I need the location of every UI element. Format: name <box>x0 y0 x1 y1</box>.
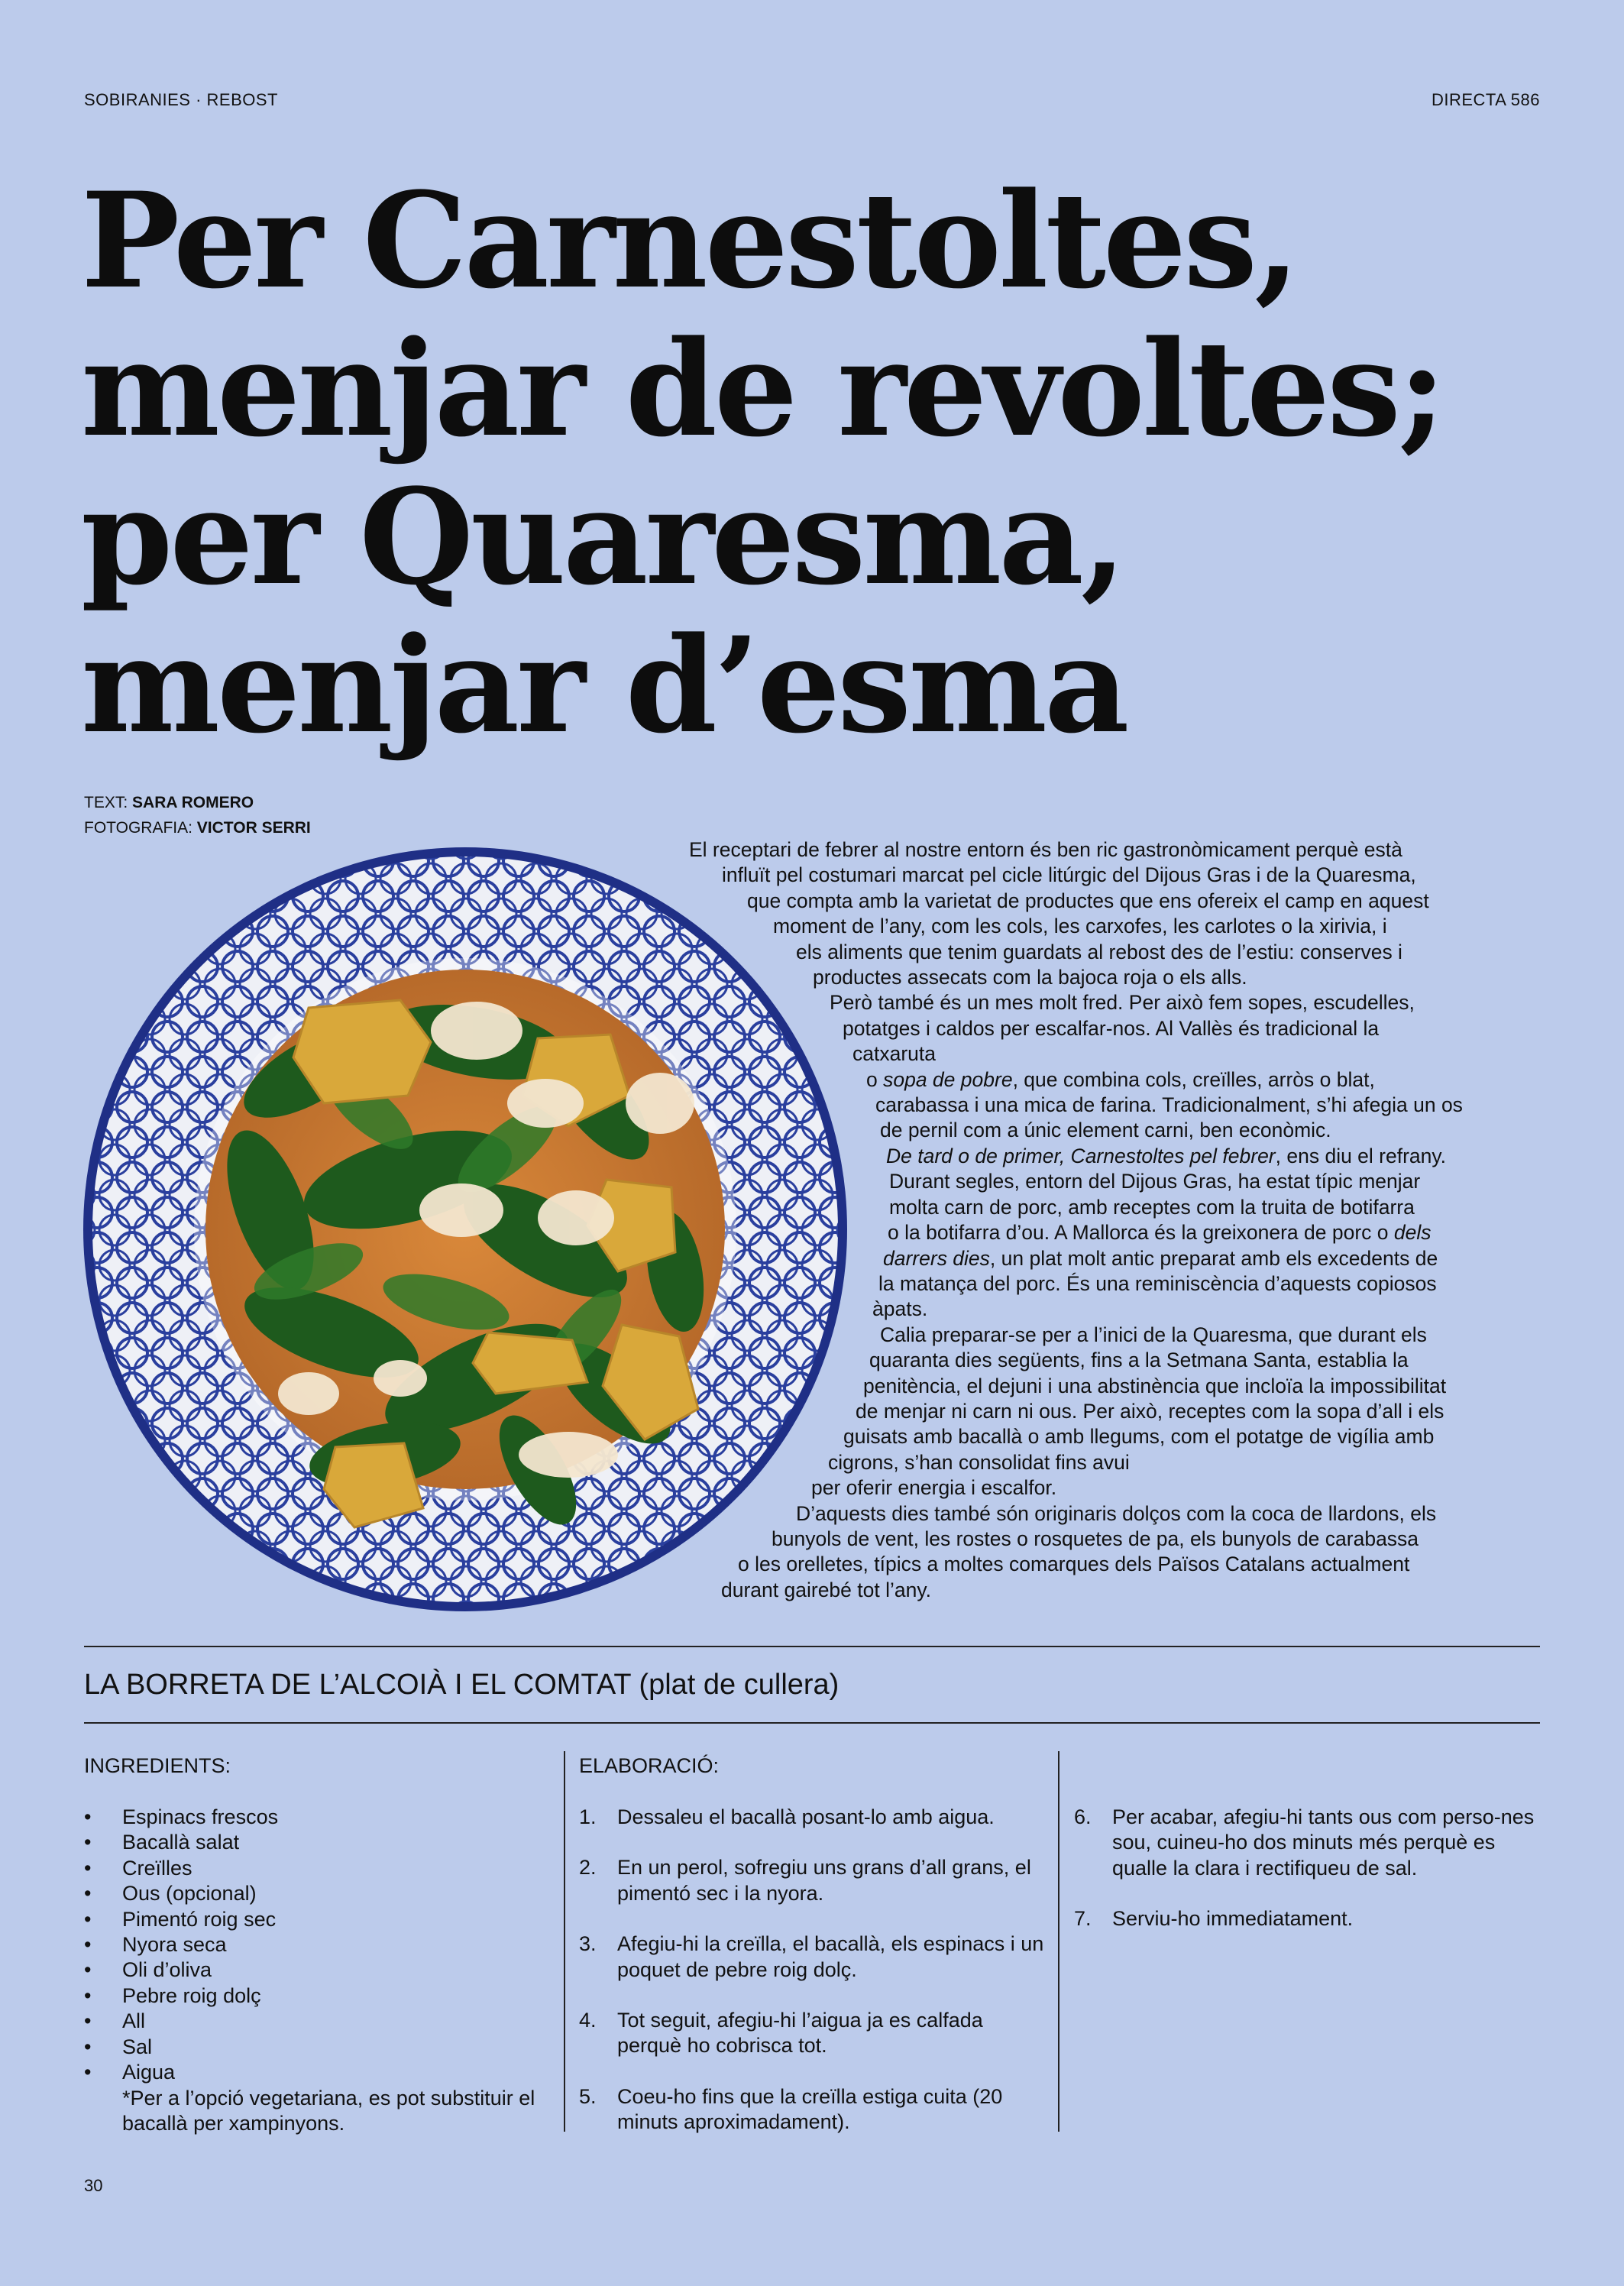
article-line <box>672 1118 1543 1143</box>
ingredient-item: • Nyora seca <box>84 1932 558 1957</box>
article-title <box>81 163 1532 763</box>
text-segment: , ens diu el refrany. <box>1275 1144 1447 1167</box>
article-line <box>672 1527 1543 1552</box>
ingredient-item: • Creïlles <box>84 1856 558 1881</box>
ingredient-item: • Ous (opcional) <box>84 1881 558 1906</box>
photographer-name: VICTOR SERRI <box>196 819 311 837</box>
text-segment: Calia preparar-se per a l’inici de la Quaresma, que durant els <box>880 1323 1427 1346</box>
article-line <box>672 1246 1543 1271</box>
article-line <box>672 1501 1543 1527</box>
ingredient-item: • Aigua <box>84 2060 558 2085</box>
article-line <box>672 863 1543 888</box>
issue-label: DIRECTA 586 <box>1431 90 1540 109</box>
italic-text: De tard o de primer, Carnestoltes pel febrer <box>886 1144 1276 1167</box>
article-line <box>672 1271 1543 1297</box>
vegetarian-note: *Per a l’opció vegetariana, es pot substituir el bacallà per xampinyons. <box>122 2087 535 2135</box>
step-text: Dessaleu el bacallà posant-lo amb aigua. <box>617 1805 995 1828</box>
article-line <box>672 990 1543 1015</box>
step-item <box>1074 1906 1548 1931</box>
text-credit <box>84 790 311 815</box>
divider <box>84 1722 1540 1724</box>
article-body <box>672 837 1543 1603</box>
article-line <box>672 1195 1543 1220</box>
step-number: 3. <box>579 1932 597 1956</box>
text-segment: Però també és un mes molt fred. Per això fem sopes, escudelles, <box>830 991 1415 1015</box>
step-number: 1. <box>579 1805 597 1828</box>
article-line <box>672 889 1543 914</box>
step-text: En un perol, sofregiu uns grans d’all grans, el pimentó sec i la nyora. <box>617 1856 1031 1905</box>
credits <box>84 790 311 840</box>
article-line <box>672 1220 1543 1245</box>
article-line <box>672 1323 1543 1348</box>
author-name: SARA ROMERO <box>132 794 254 811</box>
article-line <box>672 1016 1543 1041</box>
step-item <box>579 2084 1045 2135</box>
step-item <box>579 1805 1045 1830</box>
step-text: Per acabar, afegiu-hi tants ous com perso-nes sou, cuineu-ho dos minuts més perquè es qualle la clara i rectifiqueu de sal. <box>1112 1805 1535 1880</box>
step-number: 4. <box>579 2009 597 2032</box>
article-line <box>672 1450 1543 1475</box>
step-item <box>579 1931 1045 1983</box>
text-segment: D’aquests dies també són originaris dolços com la coca de llardons, els <box>796 1501 1437 1525</box>
article-line <box>672 965 1543 990</box>
article-line <box>672 1475 1543 1501</box>
text-segment: molta carn de porc, amb receptes com la truita de botifarra <box>889 1195 1415 1219</box>
column-divider <box>564 1751 565 2132</box>
article-line <box>672 1067 1543 1093</box>
ingredient-item: • Pebre roig dolç <box>84 1983 558 2009</box>
italic-text: dels <box>1393 1221 1432 1245</box>
text-segment: guisats amb bacallà o amb llegums, com el potatge de vigília amb <box>843 1425 1435 1449</box>
step-item <box>1074 1805 1548 1881</box>
text-segment: cigrons, s’han consolidat fins avui <box>828 1450 1130 1474</box>
step-number: 2. <box>579 1856 597 1880</box>
article-line <box>672 1093 1543 1118</box>
article-line <box>672 940 1543 965</box>
article-line <box>672 1144 1543 1169</box>
text-segment: El receptari de febrer al nostre entorn és ben ric gastronòmicament perquè està <box>689 838 1402 861</box>
article-line <box>672 1297 1543 1322</box>
ingredients-label: INGREDIENTS: <box>84 1754 231 1777</box>
ingredient-item: • Oli d’oliva <box>84 1957 558 1983</box>
text-segment: influït pel costumari marcat pel cicle litúrgic del Dijous Gras i de la Quaresma, <box>722 863 1416 887</box>
credit-label: TEXT: <box>84 794 133 811</box>
italic-text: sopa de pobre <box>883 1067 1013 1091</box>
page-number: 30 <box>84 2176 103 2195</box>
step-text: Coeu-ho fins que la creïlla estiga cuita (20 minuts aproximadament). <box>617 2084 1003 2134</box>
steps-list-2 <box>1074 1805 1548 1957</box>
text-segment: , que combina cols, creïlles, arròs o blat, <box>1012 1067 1375 1091</box>
article-line <box>672 1578 1543 1603</box>
text-segment: que compta amb la varietat de productes que ens ofereix el camp en aquest <box>747 889 1429 912</box>
ingredient-item: • Bacallà salat <box>84 1830 558 1855</box>
title-line: per Quaresma, <box>81 459 1124 614</box>
text-segment: productes assecats com la bajoca roja o els alls. <box>813 966 1247 989</box>
text-segment: moment de l’any, com les cols, les carxofes, les carlotes o la xirivia, i <box>773 915 1387 938</box>
text-segment: o les orelletes, típics a moltes comarques dels Països Catalans actualment <box>738 1553 1410 1576</box>
step-number: 5. <box>579 2084 597 2108</box>
text-segment: , un plat molt antic preparat amb els excedents de <box>989 1246 1438 1270</box>
article-line <box>672 1374 1543 1399</box>
ingredients-list <box>84 1805 558 2085</box>
column-divider <box>1058 1751 1059 2132</box>
step-item <box>579 2008 1045 2059</box>
article-line <box>672 1169 1543 1194</box>
ingredient-item: • Espinacs frescos <box>84 1805 558 1830</box>
photo-credit <box>84 815 311 840</box>
title-line: menjar de revoltes; <box>81 311 1444 466</box>
step-text: Serviu-ho immediatament. <box>1112 1907 1354 1931</box>
article-line <box>672 1399 1543 1424</box>
italic-text: darrers dies <box>883 1246 990 1270</box>
text-segment: o <box>866 1067 884 1091</box>
ingredient-item: • Sal <box>84 2035 558 2060</box>
article-line <box>672 1552 1543 1577</box>
text-segment: bunyols de vent, les rostes o rosquetes de pa, els bunyols de carabassa <box>772 1527 1419 1550</box>
text-segment: la matança del porc. És una reminiscència d’aquests copiosos <box>878 1271 1437 1295</box>
text-segment: els aliments que tenim guardats al rebost des de l’estiu: conserves i <box>796 940 1402 963</box>
text-segment: durant gairebé tot l’any. <box>721 1578 931 1601</box>
text-segment: quaranta dies següents, fins a la Setmana Santa, establia la <box>869 1349 1409 1372</box>
text-segment: àpats. <box>872 1297 928 1321</box>
text-segment: carabassa i una mica de farina. Tradicionalment, s’hi afegia un os <box>875 1093 1463 1117</box>
step-number: 7. <box>1074 1907 1092 1931</box>
divider <box>84 1646 1540 1647</box>
step-item <box>579 1855 1045 1906</box>
ingredient-item: • Pimentó roig sec <box>84 1907 558 1932</box>
article-line <box>672 914 1543 939</box>
text-segment: de menjar ni carn ni ous. Per això, receptes com la sopa d’all i els <box>856 1399 1444 1423</box>
elaboration-label: ELABORACIÓ: <box>579 1754 720 1777</box>
text-segment: penitència, el dejuni i una abstinència que incloïa la impossibilitat <box>863 1374 1447 1397</box>
step-text: Tot seguit, afegiu-hi l’aigua ja es calfada perquè ho cobrisca tot. <box>617 2009 983 2058</box>
text-segment: catxaruta <box>852 1042 937 1066</box>
recipe-title: LA BORRETA DE L’ALCOIÀ I EL COMTAT (plat de cullera) <box>84 1669 839 1701</box>
step-text: Afegiu-hi la creïlla, el bacallà, els espinacs i un poquet de pebre roig dolç. <box>617 1932 1044 1981</box>
text-segment: per oferir energia i escalfor. <box>811 1476 1057 1500</box>
text-segment: potatges i caldos per escalfar-nos. Al Vallès és tradicional la <box>843 1016 1380 1040</box>
text-segment: Durant segles, entorn del Dijous Gras, ha estat típic menjar <box>889 1170 1421 1193</box>
article-line <box>672 1424 1543 1449</box>
article-line <box>672 837 1543 863</box>
article-line <box>672 1348 1543 1373</box>
ingredient-item: • All <box>84 2009 558 2034</box>
title-line: Per Carnestoltes, <box>81 163 1298 318</box>
steps-list-1 <box>579 1805 1045 2161</box>
credit-label: FOTOGRAFIA: <box>84 819 197 837</box>
section-label: SOBIRANIES · REBOST <box>84 90 278 109</box>
text-segment: o la botifarra d’ou. A Mallorca és la greixonera de porc o <box>888 1221 1394 1245</box>
step-number: 6. <box>1074 1805 1092 1828</box>
text-segment: de pernil com a únic element carni, ben econòmic. <box>880 1119 1331 1142</box>
article-line <box>672 1041 1543 1067</box>
title-line: menjar d’esma <box>81 607 1127 763</box>
